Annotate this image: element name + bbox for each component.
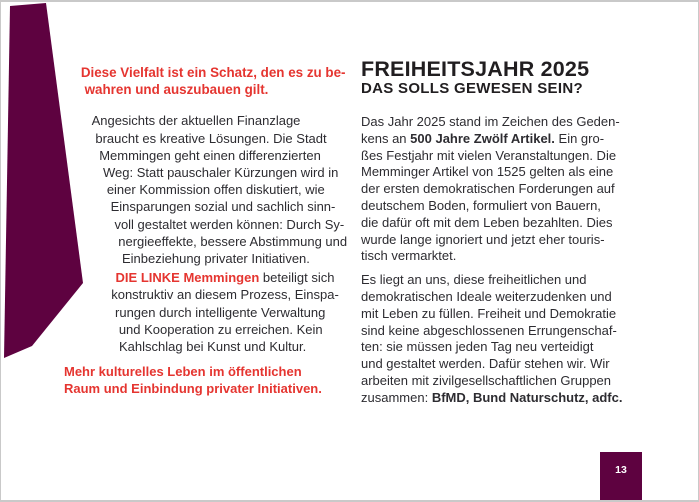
emphasized-text: BfMD, Bund Naturschutz, adfc. <box>431 389 623 405</box>
text-line <box>361 131 655 148</box>
text-line: Diese Vielfalt ist ein Schatz, den es zu be- <box>80 65 346 80</box>
text-line: braucht es kreative Lösungen. Die Stadt <box>95 130 327 146</box>
right-paragraph-2 <box>361 272 655 406</box>
text-line: Weg: Statt pauschaler Kürzungen wird in <box>103 165 339 181</box>
page-title: FREIHEITSJAHR 2025 <box>361 57 590 81</box>
text-line: rungen durch intelligente Verwaltung <box>115 304 326 320</box>
right-paragraph-1 <box>361 114 655 265</box>
text-line: Einbeziehung privater Initiativen. <box>122 251 310 267</box>
page-number: 13 <box>615 464 627 476</box>
text-line: mit Leben zu füllen. Freiheit und Demokratie <box>361 305 617 321</box>
text-line: sind keine abgeschlossenen Errungenschaf- <box>361 322 617 338</box>
text-line: konstruktiv an diesem Prozess, Einspa- <box>111 287 339 303</box>
text-line: Das Jahr 2025 stand im Zeichen des Geden- <box>361 114 620 129</box>
text-line: demokratischen Ideale weiterzudenken und <box>361 288 612 304</box>
text-line: der ersten demokratischen Forderungen auf <box>361 181 615 197</box>
left-paragraph-3 <box>64 363 358 397</box>
plain-text: kens an <box>361 130 411 146</box>
right-column <box>361 58 655 407</box>
left-column <box>64 64 358 398</box>
text-line: die dafür oft mit dem Leben bezahlten. Dies <box>361 214 613 230</box>
emphasized-text: DIE LINKE Memmingen <box>115 270 260 286</box>
text-line: Memmingen geht einen differenzierten <box>99 147 321 163</box>
page-subtitle: DAS SOLLS GEWESEN SEIN? <box>361 80 583 97</box>
text-line: tisch vermarktet. <box>361 248 457 264</box>
left-headline <box>64 64 358 98</box>
text-line: Einsparungen sozial und sachlich sinn- <box>110 199 336 215</box>
text-line: arbeiten mit zivilgesellschaftlichen Gruppen <box>361 372 612 388</box>
plain-text: zusammen: <box>361 389 432 405</box>
plain-text: Ein gro- <box>554 130 605 146</box>
text-line: ten: sie müssen jeden Tag neu verteidigt <box>361 339 594 355</box>
text-line <box>361 390 655 407</box>
emphasized-text: 500 Jahre Zwölf Artikel. <box>410 130 555 146</box>
plain-text: beteiligt sich <box>259 270 335 286</box>
text-line: nergieeffekte, bessere Abstimmung und <box>118 233 348 249</box>
text-line: und gestaltet werden. Dafür stehen wir. Wir <box>361 356 610 372</box>
text-line: deutschem Boden, formuliert von Bauern, <box>361 197 601 213</box>
text-line: Angesichts der aktuellen Finanzlage <box>91 113 301 129</box>
text-line: Es liegt an uns, diese freiheitlichen und <box>361 272 587 288</box>
text-line: wahren und auszubauen gilt. <box>84 82 269 98</box>
text-line: Memminger Artikel von 1525 gelten als eine <box>361 164 614 180</box>
text-line: einer Kommission offen diskutiert, wie <box>106 182 325 198</box>
page-number-badge <box>600 452 642 500</box>
text-line: voll gestaltet werden können: Durch Sy- <box>114 216 345 232</box>
text-line: wurde lange ignoriert und jetzt eher touris- <box>361 231 605 247</box>
text-line: Kahlschlag bei Kunst und Kultur. <box>119 339 307 355</box>
text-line: ßes Festjahr mit vielen Veranstaltungen. Die <box>361 147 617 163</box>
text-line: Mehr kulturelles Leben im öffentlichen <box>64 364 302 380</box>
text-line: und Kooperation zu erreichen. Kein <box>118 321 323 337</box>
text-line: Raum und Einbindung privater Initiativen. <box>64 381 322 397</box>
